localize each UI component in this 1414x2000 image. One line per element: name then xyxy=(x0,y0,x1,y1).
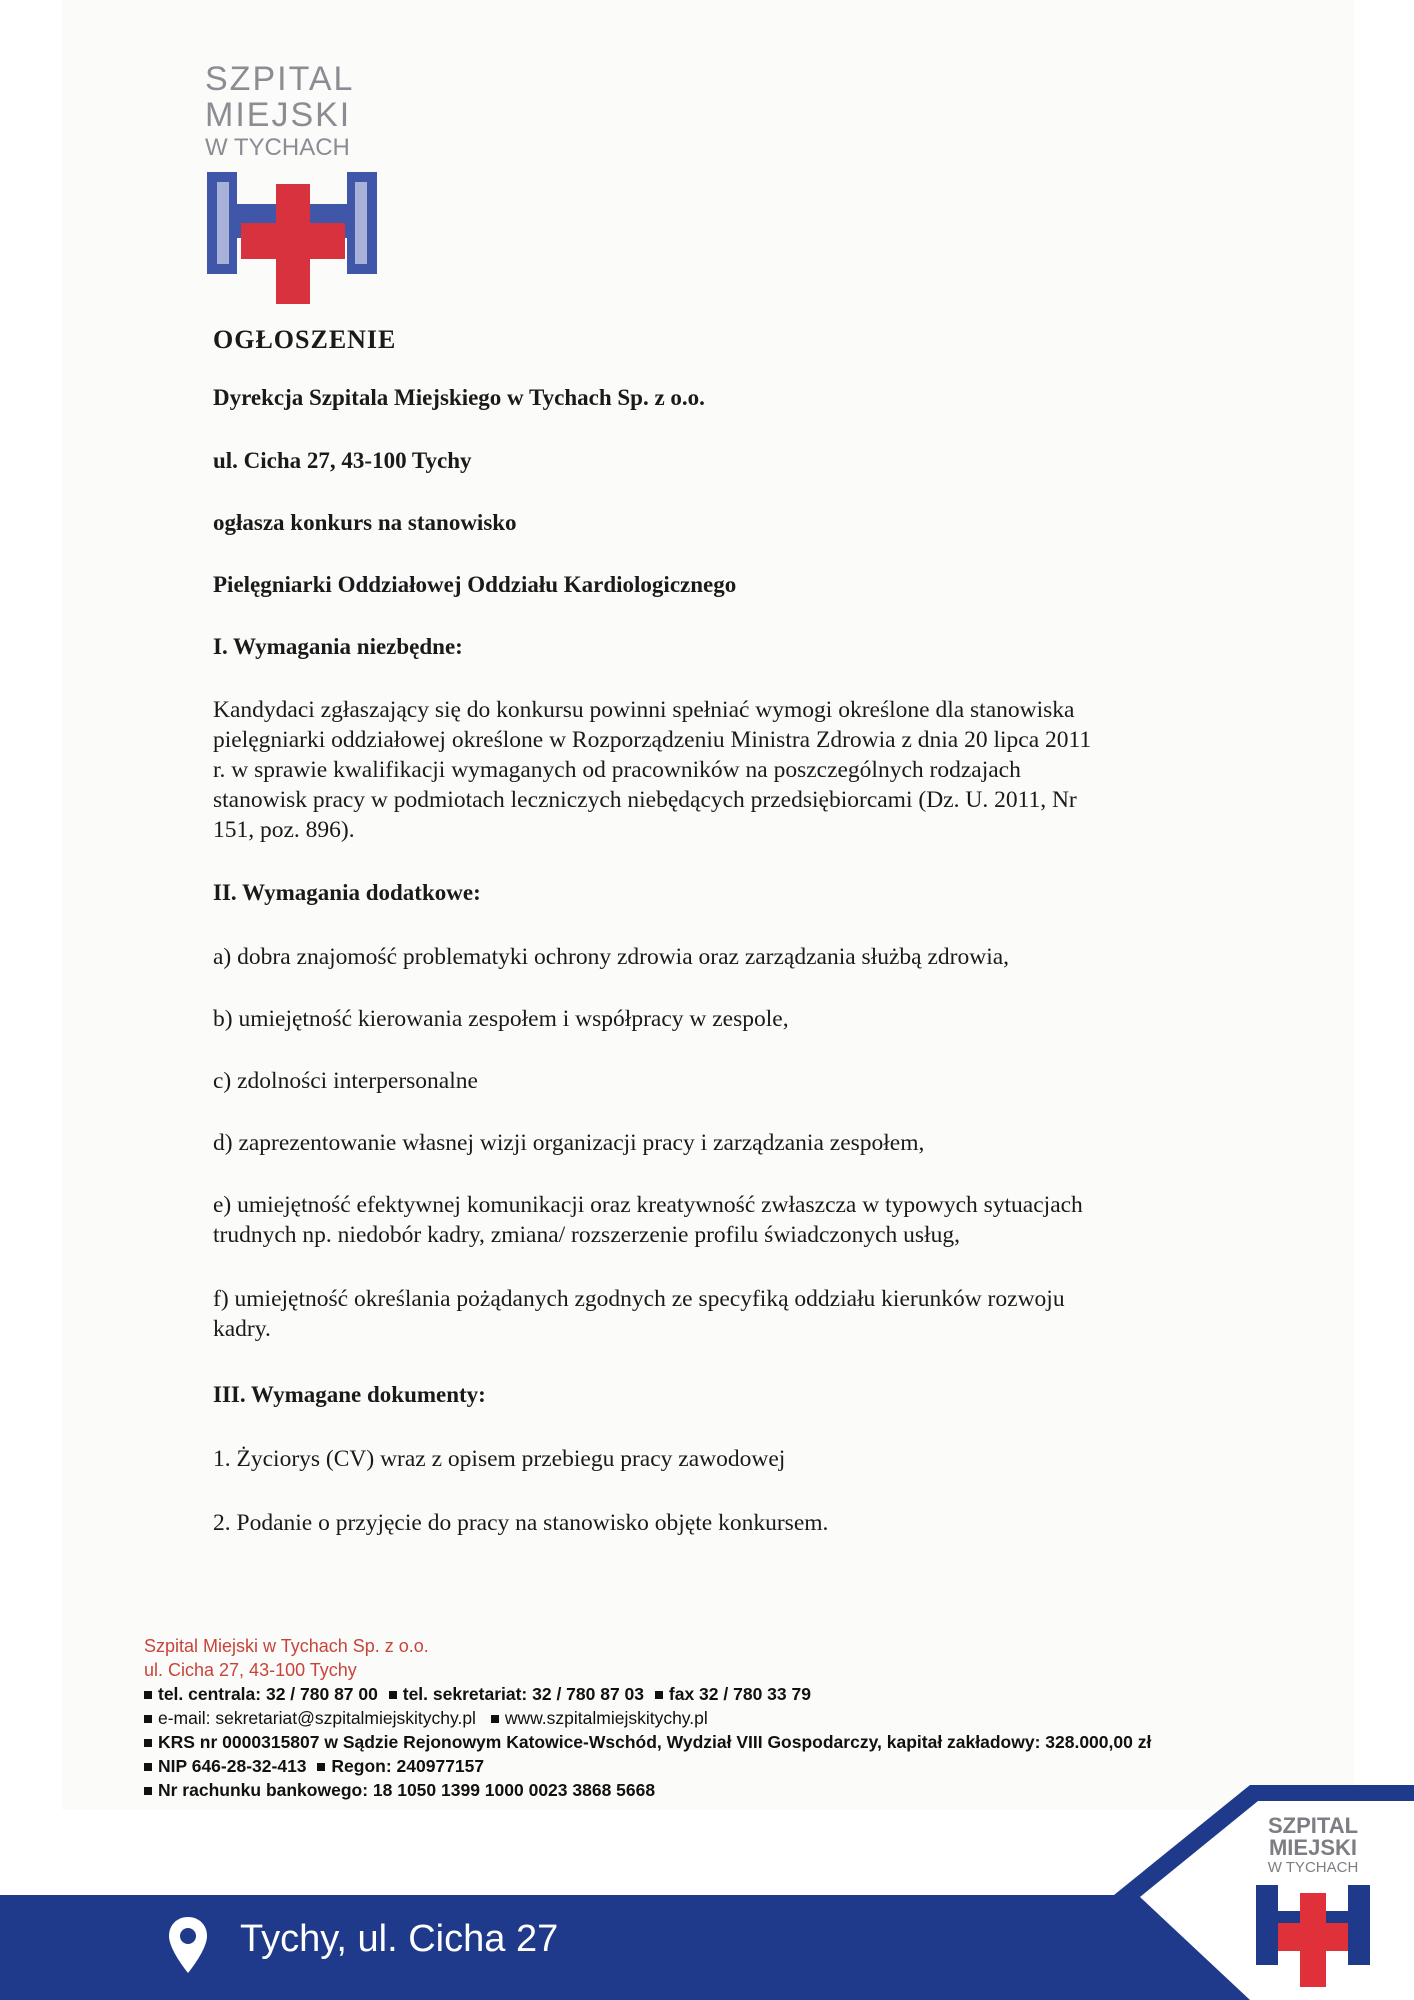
footer-nip: NIP 646-28-32-413 Regon: 240977157 xyxy=(144,1754,1151,1778)
requirement-e-line: trudnych np. niedobór kadry, zmiana/ rozszerzenie profilu świadczonych usług, xyxy=(213,1222,960,1248)
section-1-line: 151, poz. 896). xyxy=(213,817,355,843)
section-1-paragraph xyxy=(213,695,1198,845)
logo-line-1: SZPITAL xyxy=(205,60,355,98)
address-line: ul. Cicha 27, 43-100 Tychy xyxy=(213,448,472,473)
announces-line: ogłasza konkurs na stanowisko xyxy=(213,510,517,535)
document-title: OGŁOSZENIE xyxy=(213,325,397,354)
footer-krs: KRS nr 0000315807 w Sądzie Rejonowym Katowice-Wschód, Wydział VIII Gospodarczy, kapitał zakładowy: 328.000,00 zł xyxy=(144,1730,1151,1754)
letterhead-footer xyxy=(144,1634,1151,1802)
footer-address: ul. Cicha 27, 43-100 Tychy xyxy=(144,1660,357,1680)
position-line: Pielęgniarki Oddziałowej Oddziału Kardiologicznego xyxy=(213,572,737,597)
section-1-line: Kandydaci zgłaszający się do konkursu powinni spełniać wymogi określone dla stanowiska xyxy=(213,697,1075,723)
requirement-f xyxy=(213,1284,1198,1344)
requirement-b: b) umiejętność kierowania zespołem i współpracy w zespole, xyxy=(213,1006,789,1032)
requirement-e xyxy=(213,1190,1198,1250)
corner-logo-line-3: W TYCHACH xyxy=(1267,1859,1359,1876)
document-item-2: 2. Podanie o przyjęcie do pracy na stanowisko objęte konkursem. xyxy=(213,1510,829,1536)
footer-bank: Nr rachunku bankowego: 18 1050 1399 1000 0023 3868 5668 xyxy=(144,1778,1151,1802)
footer-company: Szpital Miejski w Tychach Sp. z o.o. xyxy=(144,1636,429,1656)
logo-line-3: W TYCHACH xyxy=(205,134,350,161)
corner-hospital-logo xyxy=(1248,1815,1378,1991)
section-1-line: r. w sprawie kwalifikacji wymaganych od pracowników na poszczególnych rodzajach xyxy=(213,757,1021,783)
corner-logo-line-2: MIEJSKI xyxy=(1268,1835,1358,1860)
section-1-line: stanowisk pracy w podmiotach leczniczych niebędących przedsiębiorcami (Dz. U. 2011, Nr xyxy=(213,787,1077,813)
requirement-c: c) zdolności interpersonalne xyxy=(213,1068,478,1094)
footer-email xyxy=(144,1706,1151,1730)
footer-phones: tel. centrala: 32 / 780 87 00 tel. sekretariat: 32 / 780 87 03 fax 32 / 780 33 79 xyxy=(144,1682,1151,1706)
hospital-logo xyxy=(205,62,385,311)
footer-www-link[interactable]: www.szpitalmiejskitychy.pl xyxy=(504,1708,708,1728)
section-1-heading: I. Wymagania niezbędne: xyxy=(213,634,463,659)
section-2-heading: II. Wymagania dodatkowe: xyxy=(213,880,481,905)
section-3-heading: III. Wymagane dokumenty: xyxy=(213,1382,486,1407)
section-1-line: pielęgniarki oddziałowej określone w Rozporządzeniu Ministra Zdrowia z dnia 20 lipca 2011 xyxy=(213,727,1092,753)
requirement-f-line: kadry. xyxy=(213,1316,271,1342)
requirement-e-line: e) umiejętność efektywnej komunikacji oraz kreatywność zwłaszcza w typowych sytuacjach xyxy=(213,1192,1083,1218)
requirement-a: a) dobra znajomość problematyki ochrony zdrowia oraz zarządzania służbą zdrowia, xyxy=(213,944,1010,970)
location-pin-icon xyxy=(166,1915,210,1977)
footer-email-link[interactable]: e-mail: sekretariat@szpitalmiejskitychy.pl xyxy=(158,1708,476,1728)
banner-location: Tychy, ul. Cicha 27 xyxy=(240,1918,559,1960)
document-item-1: 1. Życiorys (CV) wraz z opisem przebiegu pracy zawodowej xyxy=(213,1446,786,1472)
requirement-f-line: f) umiejętność określania pożądanych zgodnych ze specyfiką oddziału kierunków rozwoju xyxy=(213,1286,1065,1312)
logo-line-2: MIEJSKI xyxy=(205,96,352,134)
hospital-cross-icon xyxy=(205,166,380,306)
requirement-d: d) zaprezentowanie własnej wizji organizacji pracy i zarządzania zespołem, xyxy=(213,1130,925,1156)
corner-logo-line-1: SZPITAL xyxy=(1267,1813,1359,1838)
issuer-line: Dyrekcja Szpitala Miejskiego w Tychach Sp. z o.o. xyxy=(213,385,705,410)
corner-cross-icon xyxy=(1248,1879,1378,1991)
